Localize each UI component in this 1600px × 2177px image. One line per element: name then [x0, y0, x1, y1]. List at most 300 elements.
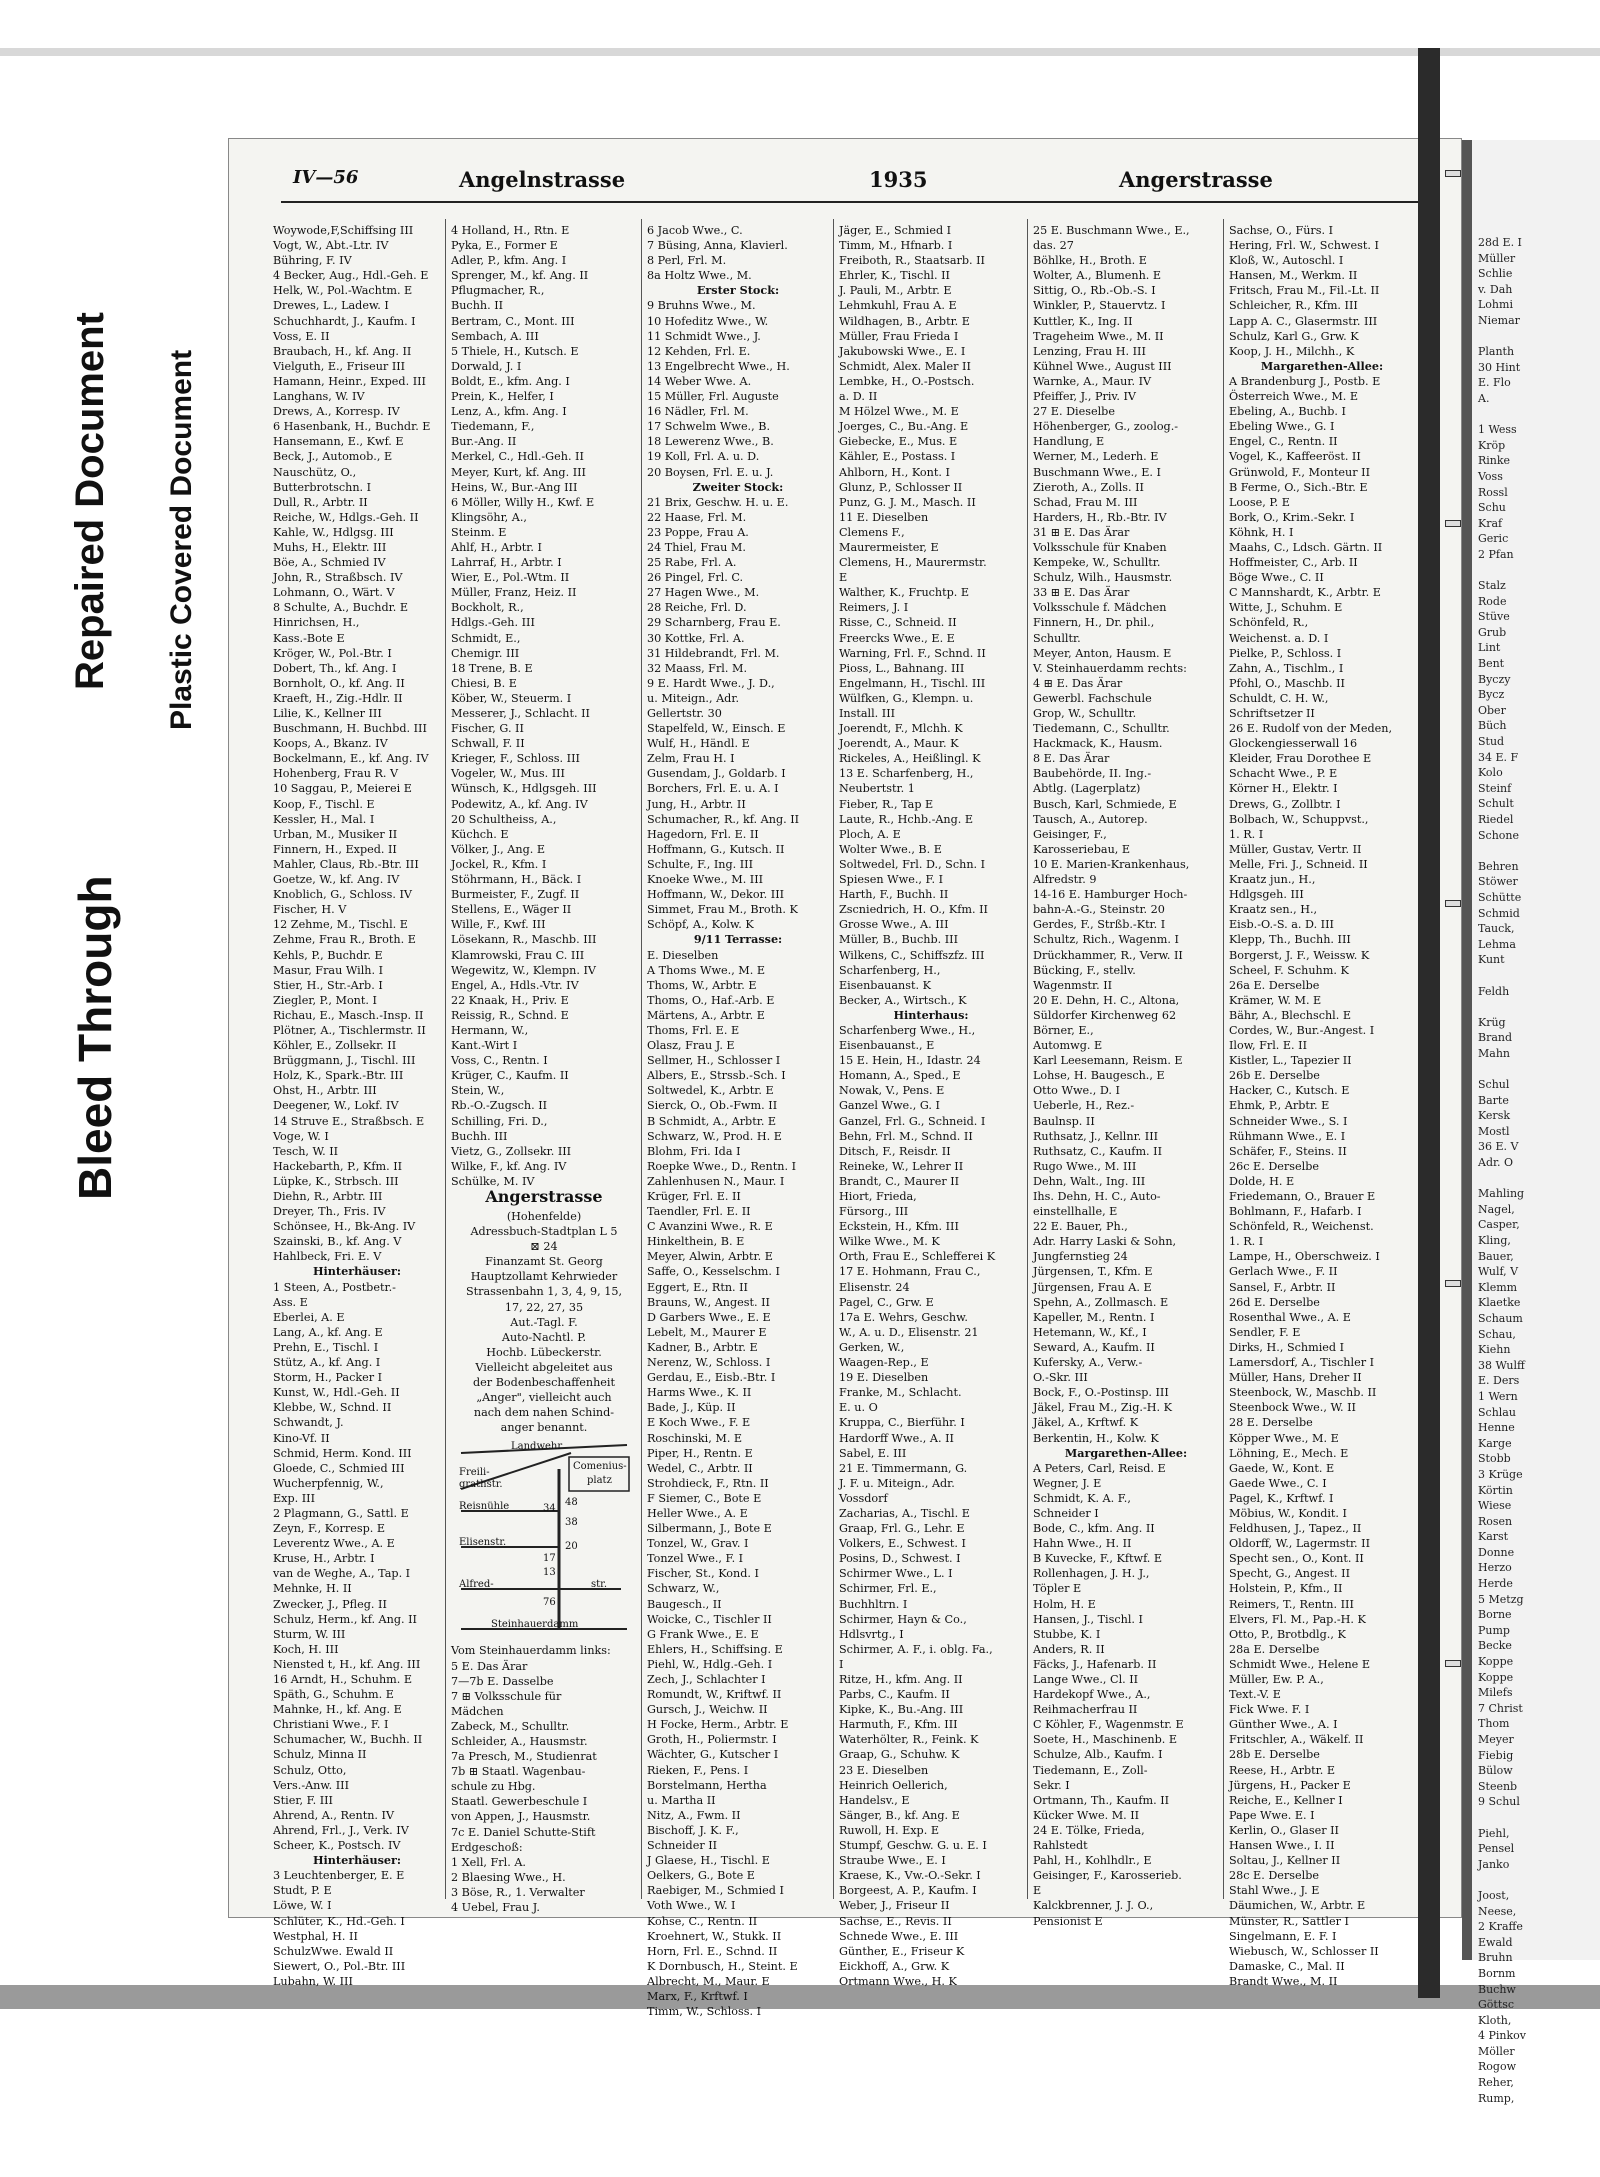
directory-entry: Woywode,F,Schiffsing III [273, 224, 414, 237]
directory-entry: Albers, E., Strssb.-Sch. I [647, 1069, 786, 1083]
directory-entry: Hinterhäuser: [312, 1264, 402, 1279]
directory-entry: Hansemann, E., Kwf. E [273, 435, 404, 449]
next-page-entry: Kröp [1478, 438, 1506, 452]
directory-entry: Schuchhardt, J., Kaufm. I [273, 314, 416, 328]
street-info-line: Hochb. Lübeckerstr. [486, 1345, 602, 1359]
directory-entry: Holz, K., Spark.-Btr. III [273, 1069, 404, 1083]
next-page-entry: Kolo [1478, 766, 1503, 780]
directory-entry: Späth, G., Schuhm. E [273, 1688, 394, 1702]
directory-entry: Nauschütz, O., [273, 465, 357, 479]
binding-staple [1445, 900, 1461, 907]
directory-entry: Boldt, E., kfm. Ang. I [451, 374, 570, 388]
directory-entry: Stier, F. III [273, 1793, 333, 1807]
directory-entry: Franke, M., Schlacht. [839, 1386, 962, 1400]
directory-entry: Hackmack, K., Hausm. [1033, 737, 1163, 751]
directory-entry: Clemens, H., Maurermstr. [839, 556, 987, 570]
directory-entry: Zech, J., Schlachter I [647, 1673, 766, 1686]
directory-entry: Risse, C., Schneid. II [839, 616, 957, 630]
next-page-entry: Mahling [1478, 1187, 1525, 1201]
directory-entry: Dorwald, J. I [451, 359, 522, 373]
directory-entry: Melle, Fri. J., Schneid. II [1229, 857, 1368, 871]
directory-entry: Stütz, A., kf. Ang. I [273, 1356, 381, 1370]
directory-entry: Schuldt, C. H. W., [1229, 691, 1329, 705]
directory-entry: 11 Schmidt Wwe., J. [647, 329, 761, 343]
directory-entry: Baugesch., II [647, 1597, 722, 1611]
next-page-entry: Wulf, V [1478, 1265, 1519, 1279]
directory-entry: Sachse, O., Fürs. I [1229, 224, 1334, 237]
directory-entry: 13 Engelbrecht Wwe., H. [647, 359, 790, 373]
directory-entry: Eisb.-O.-S. a. D. III [1229, 918, 1334, 932]
directory-entry: 17 Schwelm Wwe., B. [647, 420, 771, 434]
directory-entry: Schirmer, Hayn & Co., [839, 1612, 967, 1626]
directory-entry: Wucherpfennig, W., [273, 1476, 384, 1490]
directory-entry: Anders, R. II [1033, 1642, 1105, 1656]
directory-entry: 30 Kottke, Frl. A. [647, 631, 745, 645]
directory-entry: Stier, H., Str.-Arb. I [273, 978, 383, 992]
directory-entry: Thoms, O., Haf.-Arb. E [647, 993, 775, 1007]
directory-entry: Fischer, H. V [273, 903, 347, 917]
next-page-entry: Fiebig [1478, 1748, 1514, 1762]
directory-entry: Nitz, A., Fwm. II [647, 1808, 741, 1822]
directory-entry: Vossdorf [839, 1491, 888, 1505]
next-page-entry [1478, 407, 1598, 423]
directory-entry: Küchch. E [451, 827, 509, 841]
directory-entry: Merkel, C., Hdl.-Geh. II [451, 450, 584, 464]
directory-entry: Sprenger, M., kf. Ang. II [451, 269, 589, 283]
directory-entry: 13 E. Scharfenberg, H., [839, 767, 974, 781]
map-number: 48 [565, 1497, 578, 1509]
directory-entry: 29 Scharnberg, Frau E. [647, 616, 781, 630]
next-page-entry: Voss [1478, 469, 1503, 483]
directory-entry: Wiebusch, W., Schlosser II [1229, 1944, 1379, 1958]
directory-entry: Vielguth, E., Friseur III [273, 359, 406, 373]
directory-entry: Parbs, C., Kaufm. II [839, 1688, 950, 1702]
directory-entry: Börner, E., [1033, 1023, 1094, 1037]
map-label-elisenstr: Elisenstr. [459, 1537, 507, 1549]
directory-entry: Gerlach Wwe., F. II [1229, 1265, 1338, 1279]
directory-entry: Buchhltrn. I [839, 1597, 908, 1611]
directory-entry: Reineke, W., Lehrer II [839, 1159, 964, 1173]
next-page-entry: Feldh [1478, 984, 1510, 998]
directory-entry: Lange Wwe., Cl. II [1033, 1673, 1139, 1686]
next-page-entry: Klaetke [1478, 1296, 1521, 1310]
directory-entry: 21 Brix, Geschw. H. u. E. [647, 495, 789, 509]
directory-entry: C Avanzini Wwe., R. E [647, 1220, 773, 1234]
directory-entry: Steenbock Wwe., W. II [1229, 1401, 1356, 1415]
directory-entry: Weber, J., Friseur II [839, 1899, 950, 1913]
directory-entry: Schnede Wwe., E. III [839, 1929, 959, 1943]
directory-entry: Schönfeld, R., [1229, 616, 1309, 630]
next-page-entry: Planth [1478, 345, 1515, 359]
directory-entry: Bohlmann, F., Hafarb. I [1229, 1205, 1362, 1219]
directory-entry: Hinrichsen, H., [273, 616, 360, 630]
directory-entry: Löhning, E., Mech. E [1229, 1446, 1349, 1460]
directory-entry: Chemigr. III [451, 646, 520, 660]
directory-entry: Drewes, L., Ladew. I [273, 299, 389, 313]
next-page-entry: Joost, [1478, 1888, 1510, 1902]
directory-entry: Tiedemann, F., [451, 420, 535, 434]
directory-entry: Lenzing, Frau H. III [1033, 344, 1146, 358]
map-label-str: str. [591, 1579, 608, 1591]
next-page-entry: Göttsc [1478, 1998, 1515, 2012]
directory-entry: Däumichen, W., Arbtr. E [1229, 1899, 1366, 1913]
directory-entry: Günther, E., Friseur K [839, 1944, 965, 1958]
directory-entry: Walther, K., Fruchtp. E [839, 586, 970, 600]
directory-entry: Jung, H., Arbtr. II [647, 797, 746, 811]
directory-entry: Kraese, K., Vw.-O.-Sekr. I [839, 1869, 981, 1883]
next-page-entry: Kunt [1478, 953, 1505, 967]
directory-entry: Köpper Wwe., M. E [1229, 1431, 1339, 1445]
directory-entry: Grop, W., Schulltr. [1033, 707, 1137, 720]
directory-entry: Schneider II [647, 1839, 718, 1853]
next-page-entry: Schlau [1478, 1405, 1516, 1419]
next-page-entry: Ober [1478, 703, 1506, 717]
directory-entry: bahn-A.-G., Steinstr. 20 [1033, 903, 1165, 917]
directory-entry: 21 E. Timmermann, G. [839, 1461, 968, 1475]
binding-staple [1445, 520, 1461, 527]
directory-entry: Homann, A., Sped., E [839, 1069, 961, 1083]
directory-entry: Spiesen Wwe., F. I [839, 873, 944, 887]
next-page-entry: Mostl [1478, 1124, 1510, 1138]
directory-entry: Niensted t, H., kf. Ang. III [273, 1657, 421, 1671]
directory-entry: Zweiter Stock: [692, 479, 784, 494]
directory-entry: Podewitz, A., kf. Ang. IV [451, 797, 588, 811]
directory-entry: 8 E. Das Ärar [1033, 752, 1110, 766]
directory-entry: Schulz, Karl G., Grw. K [1229, 329, 1359, 343]
directory-entry: Vogeler, W., Mus. III [451, 767, 565, 781]
directory-entry: Zwecker, J., Pfleg. II [273, 1597, 387, 1611]
next-page-entry: Steinf [1478, 781, 1512, 795]
directory-entry: Diehn, R., Arbtr. III [273, 1190, 383, 1203]
directory-entry: Langhans, W. IV [273, 390, 365, 404]
next-page-entry: E. Ders [1478, 1374, 1520, 1388]
directory-entry: Bischoff, J. K. F., [647, 1823, 739, 1837]
next-page-entry: Stud [1478, 735, 1505, 748]
next-page-entry: 7 Christ [1478, 1701, 1523, 1715]
directory-entry: Muhs, H., Elektr. III [273, 540, 387, 554]
directory-entry: Schilling, Fri. D., [451, 1114, 548, 1128]
directory-entry: Soltwedel, K., Arbtr. E [647, 1084, 774, 1098]
directory-entry: 6 Möller, Willy H., Kwf. E [451, 495, 595, 509]
next-page-entry: Behren [1478, 859, 1519, 873]
next-page-entry [1478, 1061, 1598, 1077]
directory-entry: Krieger, F., Schloss. III [451, 752, 580, 766]
directory-entry: Pfohl, O., Maschb. II [1229, 676, 1345, 690]
directory-entry: Raebiger, M., Schmied I [647, 1884, 784, 1898]
directory-entry: Zehme, Frau R., Broth. E [273, 933, 416, 947]
directory-entry: Kessler, H., Mal. I [273, 812, 375, 826]
directory-entry: Ahrend, Frl., J., Verk. IV [273, 1823, 409, 1837]
directory-entry: Pfeiffer, J., Priv. IV [1033, 390, 1137, 404]
directory-entry: 23 E. Dieselben [839, 1763, 929, 1777]
directory-entry: 31 ⊞ E. Das Ärar [1033, 525, 1130, 539]
directory-entry: Koch, H. III [273, 1642, 339, 1656]
directory-entry: Elisenstr. 24 [839, 1280, 910, 1294]
stamp-plastic-covered: Plastic Covered Document [165, 349, 198, 730]
directory-entry: Pyka, E., Former E [451, 239, 558, 253]
next-page-entry: v. Dah [1478, 282, 1513, 296]
next-page-entry: Donne [1478, 1545, 1515, 1559]
directory-entry: Jürgensen, Frau A. E [1033, 1280, 1152, 1294]
next-page-entry: Kling, [1478, 1234, 1511, 1247]
directory-entry: Spehn, A., Zollmasch. E [1033, 1295, 1169, 1309]
next-page-entry: Stöwer [1478, 875, 1518, 889]
directory-entry: Brauns, W., Angest. II [647, 1295, 770, 1309]
next-page-entry: Meyer [1478, 1733, 1514, 1746]
directory-entry: Kraatz sen., H., [1229, 903, 1318, 917]
directory-entry: Lubahn, W. III [273, 1974, 353, 1988]
directory-entry: Jockel, R., Kfm. I [451, 857, 547, 871]
directory-entry: Schulz, Herm., kf. Ang. II [273, 1612, 417, 1626]
directory-entry: Dirks, H., Schmied I [1229, 1340, 1345, 1354]
directory-entry: Hetemann, W., Kf., I [1033, 1325, 1147, 1339]
directory-entry: Stahl Wwe., J. E [1229, 1884, 1320, 1898]
next-page-entry: Tauck, [1478, 922, 1515, 936]
directory-entry: Mädchen [451, 1704, 504, 1718]
directory-entry: Harders, H., Rb.-Btr. IV [1033, 510, 1167, 524]
directory-entry: O.-Skr. III [1033, 1371, 1088, 1385]
directory-entry: Finnern, H., Exped. II [273, 842, 397, 856]
directory-entry: Schumacher, R., kf. Ang. II [647, 812, 800, 826]
directory-entry: Hagedorn, Frl. E. II [647, 827, 759, 841]
directory-entry: Prein, K., Helfer, I [451, 390, 554, 404]
directory-entry: 8 Schulte, A., Buchdr. E [273, 601, 409, 615]
directory-entry: Kraeft, H., Zig.-Hdlr. II [273, 691, 403, 705]
directory-entry: Böhlke, H., Broth. E [1033, 254, 1147, 268]
directory-entry: Roschinski, M. E [647, 1431, 743, 1445]
directory-entry: Bur.-Ang. II [451, 435, 517, 449]
street-info-line: nach dem nahen Schind- [473, 1406, 615, 1420]
directory-entry: Baubehörde, II. Ing.- [1033, 767, 1152, 781]
directory-entry: Steinm. E [451, 525, 507, 539]
directory-entry: 18 Lewerenz Wwe., B. [647, 435, 774, 449]
directory-entry: Schmidt Wwe., Helene E [1229, 1657, 1371, 1671]
map-label-landwehr: Landwehr [511, 1441, 563, 1453]
street-info-line: Strassenbahn 1, 3, 4, 9, 15, [466, 1285, 622, 1299]
directory-entry: Schmidt, E., [451, 631, 521, 645]
directory-entry: Winkler, P., Stauervtz. I [1033, 299, 1166, 313]
directory-entry: Erster Stock: [696, 283, 780, 298]
directory-entry: 18 Trene, B. E [451, 661, 533, 675]
next-page-entry: Schaum [1478, 1311, 1523, 1325]
map-label-freiligrathstr-2: grathstr. [459, 1479, 503, 1491]
next-page-entry: 5 Metzg [1478, 1592, 1524, 1606]
directory-entry: Hoffmann, G., Kutsch. II [647, 842, 785, 856]
next-page-entry: Bent [1478, 657, 1505, 671]
directory-entry: 26b E. Derselbe [1229, 1069, 1320, 1083]
directory-entry: Horn, Frl. E., Schnd. II [647, 1944, 778, 1958]
directory-entry: 16 Nädler, Frl. M. [647, 405, 749, 419]
directory-entry: 24 Thiel, Frau M. [647, 540, 746, 554]
directory-entry: Schwarz, W., Prod. H. E [647, 1129, 782, 1143]
directory-entry: Messerer, J., Schlacht. II [451, 707, 590, 720]
directory-entry: Holstein, P., Kfm., II [1229, 1582, 1343, 1596]
directory-entry: Kuttler, K., Ing. II [1033, 314, 1133, 328]
directory-entry: Ploch, A. E [839, 827, 901, 841]
directory-entry: A Brandenburg J., Postb. E [1229, 374, 1381, 388]
directory-entry: Bühring, F. IV [273, 254, 352, 268]
directory-entry: 22 Haase, Frl. M. [647, 510, 747, 524]
directory-entry: Sabel, E. III [839, 1446, 907, 1460]
directory-entry: Müller, Frau Frieda I [839, 329, 959, 343]
directory-entry: Steenbock, W., Maschb. II [1229, 1386, 1377, 1400]
directory-entry: Graap, Frl. G., Lehr. E [839, 1522, 965, 1536]
directory-entry: Glockengiesserwall 16 [1229, 737, 1358, 751]
next-page-entry: Henne [1478, 1421, 1515, 1435]
directory-entry: Sekr. I [1033, 1778, 1070, 1792]
directory-entry: Koop, F., Tischl. E [273, 797, 375, 811]
directory-entry: Gusendam, J., Goldarb. I [647, 767, 786, 781]
column-1 [273, 223, 441, 1989]
directory-entry: Märtens, A., Arbtr. E [647, 1008, 765, 1022]
directory-entry: Wegewitz, W., Klempn. IV [451, 963, 596, 977]
next-page-entry: Schult [1478, 797, 1514, 811]
directory-entry: Rahlstedt [1033, 1839, 1088, 1853]
directory-entry: 31 Hildebrandt, Frl. M. [647, 646, 780, 660]
column-2 [451, 223, 637, 1915]
next-page-entry [1478, 562, 1598, 578]
directory-entry: E [839, 571, 848, 585]
column-5 [1033, 223, 1219, 1929]
directory-entry: Rosenthal Wwe., A. E [1229, 1310, 1351, 1324]
directory-entry: Nerenz, W., Schloss. I [647, 1356, 771, 1370]
directory-entry: Kröger, W., Pol.-Btr. I [273, 646, 392, 660]
directory-entry: Pioss, L., Bahnang. III [839, 661, 965, 675]
directory-entry: Münster, R., Sattler I [1229, 1914, 1349, 1928]
directory-entry: 17a E. Wehrs, Geschw. [839, 1310, 968, 1324]
directory-entry: Stellens, E., Wäger II [451, 903, 572, 917]
map-number: 20 [565, 1541, 578, 1553]
directory-entry: Joerendt, F., Mlchh. K [839, 722, 963, 736]
directory-entry: Borgerst, J. F., Weissw. K [1229, 948, 1370, 962]
next-page-entry: Pensel [1478, 1842, 1515, 1856]
directory-entry: Stapelfeld, W., Einsch. E [647, 722, 786, 736]
directory-entry: A Thoms Wwe., M. E [647, 963, 766, 977]
directory-entry: 1 Steen, A., Postbetr.- [273, 1280, 396, 1294]
next-page-entry: Piehl, [1478, 1826, 1510, 1840]
directory-entry: B Schmidt, A., Arbtr. E [647, 1114, 777, 1128]
directory-entry: Drews, G., Zollbtr. I [1229, 797, 1341, 811]
directory-entry: Töpler E [1033, 1582, 1082, 1596]
directory-entry: Reiche, E., Kellner I [1229, 1793, 1343, 1807]
directory-entry: Schumacher, W., Buchh. II [273, 1733, 423, 1747]
directory-entry: Kerlin, O., Glaser II [1229, 1823, 1339, 1837]
directory-entry: Tiedemann, E., Zoll- [1033, 1763, 1148, 1777]
directory-entry: Dehn, Walt., Ing. III [1033, 1174, 1146, 1188]
next-page-entry: Koppe [1478, 1655, 1514, 1669]
directory-entry: Schönsee, H., Bk-Ang. IV [273, 1220, 416, 1234]
directory-entry: E. Dieselben [647, 948, 719, 962]
directory-entry: Kroehnert, W., Stukk. II [647, 1929, 782, 1943]
next-page-entry [1478, 1872, 1598, 1888]
directory-entry: Studt, P. E [273, 1884, 332, 1898]
directory-entry: Zacharias, A., Tischl. E [839, 1506, 970, 1520]
directory-entry: Schirmer, Frl. E., [839, 1582, 937, 1596]
directory-entry: Koops, A., Bkanz. IV [273, 737, 388, 751]
directory-entry: Soltau, J., Kellner II [1229, 1854, 1341, 1868]
directory-entry: Dreyer, Th., Fris. IV [273, 1205, 386, 1219]
directory-entry: Scheel, F. Schuhm. K [1229, 963, 1349, 977]
directory-entry: Becker, A., Wirtsch., K [839, 993, 967, 1007]
directory-entry: Schneider Wwe., S. I [1229, 1114, 1348, 1128]
directory-entry: Drews, A., Korresp. IV [273, 405, 400, 419]
directory-entry: Braubach, H., kf. Ang. II [273, 344, 412, 358]
directory-entry: Lüpke, K., Strbsch. III [273, 1174, 399, 1188]
directory-entry: D Garbers Wwe., E. E [647, 1310, 771, 1324]
directory-entry: Kipke, K., Bu.-Ang. III [839, 1703, 964, 1717]
directory-entry: Fürsorg., III [839, 1205, 909, 1219]
directory-entry: Nowak, V., Pens. E [839, 1084, 945, 1098]
next-page-entry: Möller [1478, 2044, 1515, 2058]
directory-entry: Schriftsetzer II [1229, 707, 1315, 720]
stamp-repaired-document: Repaired Document [68, 312, 112, 690]
directory-entry: Brandt Wwe., M. II [1229, 1974, 1338, 1988]
directory-entry: Voth Wwe., W. I [647, 1899, 736, 1913]
directory-entry: Scheer, K., Postsch. IV [273, 1839, 401, 1853]
next-page-entry: Bruhn [1478, 1951, 1513, 1965]
directory-entry: Kruppa, C., Bierführ. I [839, 1416, 965, 1430]
directory-entry: Ganzel, Frl. G., Schneid. I [839, 1114, 986, 1128]
directory-entry: 5 E. Das Ärar [451, 1659, 528, 1673]
directory-entry: Beck, J., Automob., E [273, 450, 393, 464]
directory-entry: Waagen-Rep., E [839, 1356, 929, 1370]
directory-entry: Westphal, H. II [273, 1929, 358, 1943]
directory-entry: Zieroth, A., Zolls. II [1033, 480, 1144, 494]
directory-entry: Meyer, Alwin, Arbtr. E [647, 1250, 773, 1264]
directory-entry: 8a Holtz Wwe., M. [647, 269, 752, 283]
next-page-entry: Borne [1478, 1608, 1512, 1622]
directory-entry: K Dornbusch, H., Steint. E [647, 1959, 798, 1973]
map-label-comeniusplatz-2: platz [587, 1475, 612, 1487]
page-header [289, 167, 1399, 197]
directory-entry: 1. R. I [1229, 1235, 1264, 1249]
next-page-entry: 1 Wern [1478, 1389, 1518, 1403]
directory-entry: B Kuvecke, F., Kftwf. E [1033, 1552, 1163, 1566]
directory-entry: Giebecke, E., Mus. E [839, 435, 958, 449]
directory-entry: Grünwold, F., Monteur II [1229, 465, 1371, 479]
next-page-entry [1478, 843, 1598, 859]
directory-entry: Pahl, H., Kohlhdlr., E [1033, 1854, 1152, 1868]
directory-entry: Krüger, Frl. E. II [647, 1190, 741, 1203]
directory-entry: a. D. II [839, 390, 878, 404]
directory-entry: Hinterhaus: [893, 1007, 969, 1022]
directory-entry: Ganzel Wwe., G. I [839, 1099, 940, 1113]
binding-staple [1445, 1660, 1461, 1667]
year-heading: 1935 [869, 167, 928, 192]
next-page-entry [1478, 329, 1598, 345]
directory-entry: Schulte, F., Ing. III [647, 857, 753, 871]
directory-entry: 17 E. Hohmann, Frau C., [839, 1265, 981, 1279]
map-number: 13 [543, 1567, 556, 1579]
next-page-entry: Büch [1478, 719, 1507, 733]
directory-entry: 4 Holland, H., Rtn. E [451, 224, 570, 237]
next-page-entry: Herde [1478, 1577, 1513, 1591]
directory-entry: Gursch, J., Weichw. II [647, 1703, 768, 1717]
next-page-entry: Körtin [1478, 1483, 1513, 1497]
directory-entry: Text.-V. E [1229, 1688, 1281, 1702]
directory-entry: Jäkel, A., Krftwf. K [1033, 1416, 1139, 1430]
directory-entry: 4 Becker, Aug., Hdl.-Geh. E [273, 269, 429, 283]
directory-entry: Engel, A., Hdls.-Vtr. IV [451, 978, 579, 992]
directory-entry: Deegener, W., Lokf. IV [273, 1099, 399, 1113]
directory-entry: Ditsch, F., Reisdr. II [839, 1144, 951, 1158]
directory-entry: Witte, J., Schuhm. E [1229, 601, 1343, 615]
directory-entry: Borstelmann, Hertha [647, 1778, 767, 1792]
directory-entry: Glunz, P., Schlosser II [839, 480, 963, 494]
directory-entry: Harms Wwe., K. II [647, 1386, 752, 1400]
directory-entry: 19 Koll, Frl. A. u. D. [647, 450, 760, 464]
street-info-line: Finanzamt St. Georg [485, 1255, 603, 1269]
